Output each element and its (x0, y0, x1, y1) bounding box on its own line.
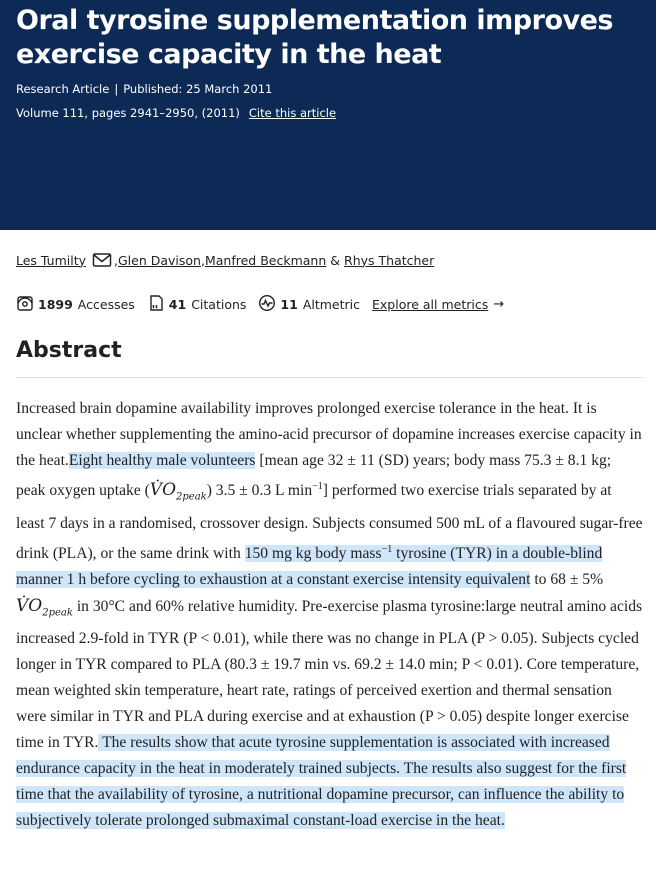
abstract-sentence: Increased brain dopamine availability improves prolonged exercise tolerance in the heat. It is unclear whether supplementing the amino-acid precursor of dopamine increases exercise capacity in the heat. (16, 400, 642, 469)
arrow-right-icon[interactable]: → (493, 297, 505, 312)
author-ampersand: & (330, 252, 341, 268)
highlighted-text: Eight healthy male volunteers (68, 452, 256, 469)
envelope-icon[interactable] (92, 252, 112, 268)
author-link[interactable]: Les Tumilty (16, 252, 87, 268)
abstract-sentence: ] performed two exercise trials separated by at least 7 days in a randomised, crossover design. Subjects consumed 500 mL of a flavoured sugar-free drink (PLA), or the same drink with (16, 482, 643, 562)
volume-info: Volume 111, pages 2941–2950, (2011) (16, 106, 240, 120)
citations-count: 41 (168, 297, 187, 312)
highlighted-text: 150 mg kg body mass$^{-1}$ tyrosine (TYR) in a double-blind manner 1 h before cycling to exhaustion at a constant exercise intensity equivalent (16, 543, 603, 588)
accesses-label: Accesses (77, 297, 135, 312)
author-separator: , (200, 252, 205, 268)
volume-line (16, 106, 336, 120)
vo2peak-symbol: $V̇O_{2peak}$ (16, 595, 73, 619)
abstract-sentence: ) 3.5 ± 0.3 L min (206, 482, 313, 500)
author-separator: , (114, 252, 118, 268)
article-header (0, 0, 656, 230)
author-list (16, 252, 434, 268)
metric-altmetric (258, 294, 360, 315)
abstract-sentence: to 68 ± 5% (530, 570, 604, 588)
abstract-heading: Abstract (16, 338, 122, 363)
vo2peak-symbol: $V̇O_{2peak}$ (149, 480, 207, 503)
altmetric-count: 11 (280, 297, 298, 312)
article-type: Research Article (16, 82, 110, 96)
abstract-sentence: in 30°C and 60% relative humidity. Pre-exercise plasma tyrosine:large neutral amino acids increased 2.9-fold in TYR (P < 0.01), while there was no change in PLA (P > 0.05). Subjects cycled longer in TYR compared to PLA (80.3 ± 19.7 min vs. 69.2 ± 14.0 min; P < 0.01). Core temperature, mean weighted skin temperature, heart rate, ratings of perceived exertion and thermal sensation were similar in TYR and PLA during exercise and at exhaustion (P > 0.05) despite longer exercise time in TYR. (16, 597, 643, 752)
quote-document-icon (147, 294, 169, 315)
explore-metrics-link[interactable]: Explore all metrics (372, 297, 489, 312)
eye-icon (16, 294, 38, 315)
accesses-count: 1899 (38, 297, 73, 312)
author-link[interactable]: Glen Davison (118, 252, 201, 268)
article-metrics (16, 294, 504, 315)
cite-this-article-link[interactable]: Cite this article (248, 106, 337, 120)
article-title: Oral tyrosine supplementation improves exercise capacity in the heat (16, 5, 613, 70)
altmetric-label: Altmetric (302, 297, 361, 312)
published-date: Published: 25 March 2011 (123, 82, 273, 96)
author-link[interactable]: Rhys Thatcher (344, 252, 435, 268)
metric-accesses (16, 294, 135, 315)
meta-separator: | (114, 82, 119, 96)
section-divider (16, 377, 643, 378)
citations-label: Citations (191, 297, 247, 312)
author-link[interactable]: Manfred Beckmann (204, 252, 327, 268)
metric-citations (147, 294, 247, 315)
altmetric-icon (258, 294, 280, 315)
abstract-sentence: [mean age 32 ± 11 (SD) years; body mass 75.3 ± 8.1 kg; peak oxygen uptake ( (16, 452, 612, 500)
abstract-text (16, 396, 644, 834)
article-meta (16, 82, 272, 96)
superscript: −1 (312, 481, 323, 492)
highlighted-text: The results show that acute tyrosine supplementation is associated with increased endurance capacity in the heat in moderately trained subjects. The results also suggest for the first time that the availability of tyrosine, a nutritional dopamine precursor, can influence the ability to subjectively tolerate prolonged submaximal constant-load exercise in the heat. (16, 734, 627, 830)
